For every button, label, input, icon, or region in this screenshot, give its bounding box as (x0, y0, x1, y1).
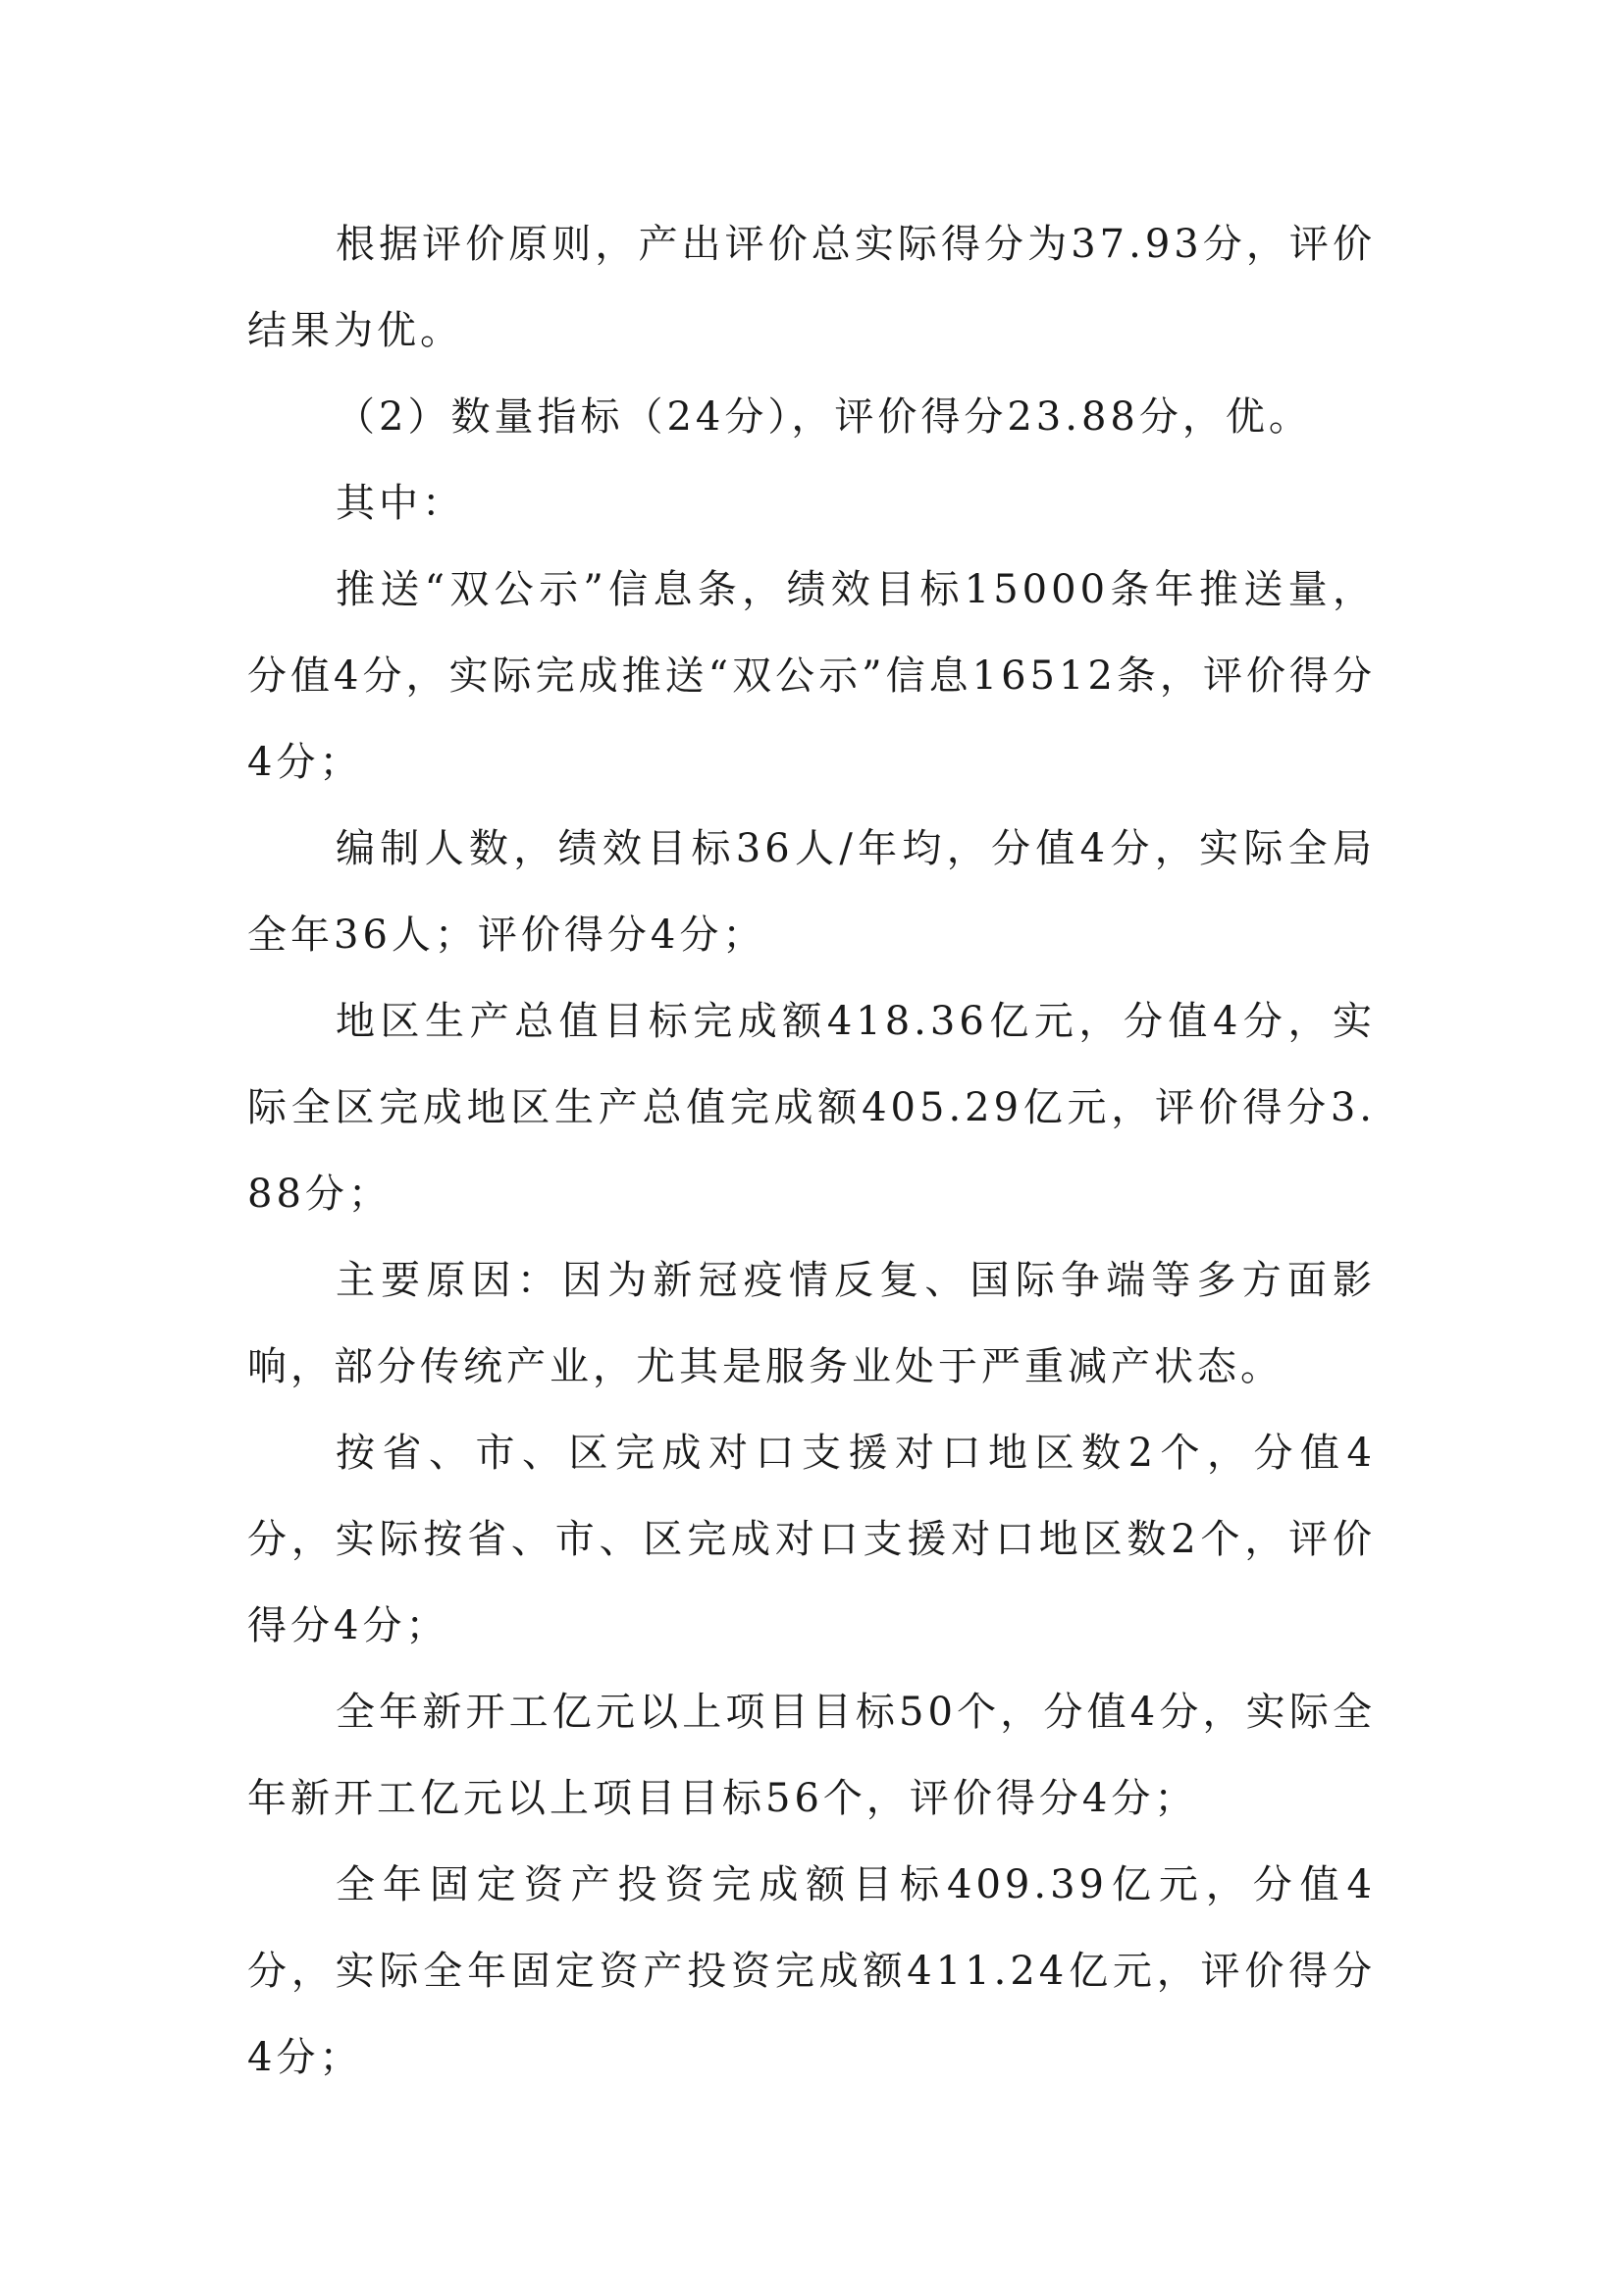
paragraph-main-reason: 主要原因：因为新冠疫情反复、国际争端等多方面影响，部分传统产业，尤其是服务业处于严重减产状态。 (247, 1258, 1376, 1389)
paragraph-new-projects: 全年新开工亿元以上项目目标50个，分值4分，实际全年新开工亿元以上项目目标56个，评价得分4分； (247, 1690, 1376, 1821)
document-body (247, 201, 1376, 2101)
paragraph-among-them: 其中： (336, 481, 465, 526)
paragraph-counterpart-support: 按省、市、区完成对口支援对口地区数2个，分值4分，实际按省、市、区完成对口支援对口地区数2个，评价得分4分； (247, 1431, 1376, 1648)
paragraph-dual-publicity: 推送“双公示”信息条，绩效目标15000条年推送量，分值4分，实际完成推送“双公示”信息16512条，评价得分4分； (247, 567, 1376, 785)
paragraph-output-evaluation: 根据评价原则，产出评价总实际得分为37.93分，评价结果为优。 (247, 222, 1376, 353)
paragraph-fixed-asset-investment: 全年固定资产投资完成额目标409.39亿元，分值4分，实际全年固定资产投资完成额411.24亿元，评价得分4分； (247, 1862, 1376, 2080)
paragraph-quantity-indicator: （2）数量指标（24分），评价得分23.88分，优。 (336, 394, 1312, 440)
paragraph-staffing: 编制人数，绩效目标36人/年均，分值4分，实际全局全年36人；评价得分4分； (247, 826, 1376, 958)
paragraph-gdp: 地区生产总值目标完成额418.36亿元，分值4分，实际全区完成地区生产总值完成额405.29亿元，评价得分3.88分； (247, 999, 1376, 1217)
